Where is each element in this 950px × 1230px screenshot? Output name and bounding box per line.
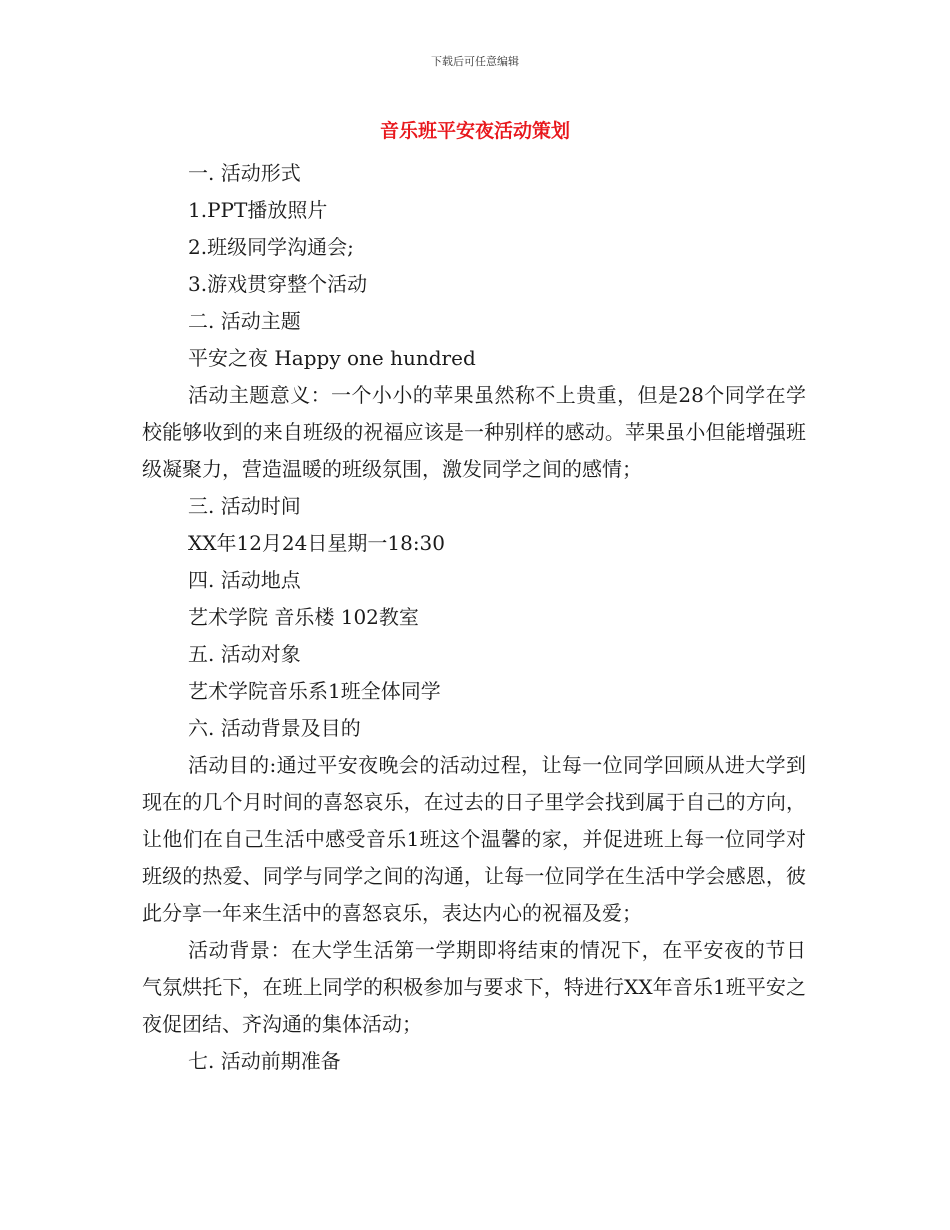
- purpose-paragraph: 活动目的:通过平安夜晚会的活动过程，让每一位同学回顾从进大学到现在的几个月时间的喜怒哀乐，在过去的日子里学会找到属于自己的方向，让他们在自己生活中感受音乐1班这个温馨的家，并促进班上每一位同学对班级的热爱、同学与同学之间的沟通，让每一位同学在生活中学会感恩，彼此分享一年来生活中的喜怒哀乐，表达内心的祝福及爱；: [142, 753, 806, 925]
- section-heading-background: 六. 活动背景及目的: [188, 716, 361, 740]
- section-heading-form: 一. 活动形式: [188, 161, 301, 185]
- theme-meaning-paragraph: 活动主题意义：一个小小的苹果虽然称不上贵重，但是28个同学在学校能够收到的来自班级的祝福应该是一种别样的感动。苹果虽小但能增强班级凝聚力，营造温暖的班级氛围，激发同学之间的感情；: [142, 383, 806, 481]
- list-item: 1.PPT播放照片: [188, 198, 328, 222]
- section-heading-preparation: 七. 活动前期准备: [188, 1049, 341, 1073]
- section-heading-time: 三. 活动时间: [188, 494, 301, 518]
- location-text: 艺术学院 音乐楼 102教室: [188, 605, 419, 629]
- section-heading-theme: 二. 活动主题: [188, 309, 301, 333]
- list-item: 3.游戏贯穿整个活动: [188, 272, 368, 296]
- background-paragraph: 活动背景：在大学生活第一学期即将结束的情况下，在平安夜的节日气氛烘托下，在班上同学的积极参加与要求下，特进行XX年音乐1班平安之夜促团结、齐沟通的集体活动；: [142, 938, 806, 1036]
- section-heading-audience: 五. 活动对象: [188, 642, 301, 666]
- list-item: 2.班级同学沟通会;: [188, 235, 354, 259]
- audience-text: 艺术学院音乐系1班全体同学: [188, 679, 441, 703]
- time-text: XX年12月24日星期一18:30: [188, 531, 446, 555]
- document-body: [142, 155, 806, 1080]
- section-heading-location: 四. 活动地点: [188, 568, 301, 592]
- header-note: 下载后可任意编辑: [431, 55, 519, 68]
- document-title: 音乐班平安夜活动策划: [379, 120, 570, 142]
- theme-text: 平安之夜 Happy one hundred: [188, 346, 476, 370]
